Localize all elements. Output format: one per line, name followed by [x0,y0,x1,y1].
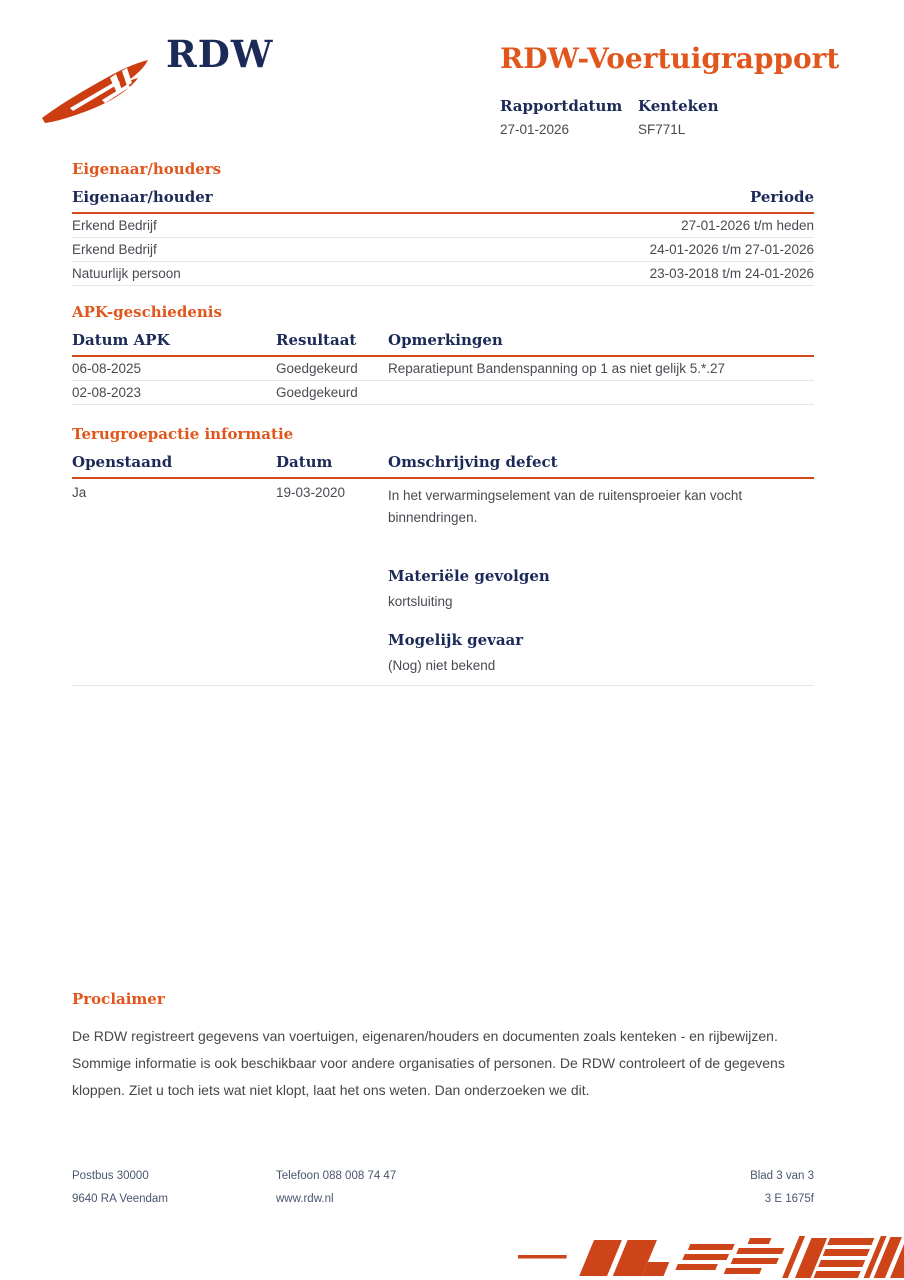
apk-col-date: Datum APK [72,331,170,349]
page-footer [72,1170,814,1216]
footer-phone: Telefoon 088 008 74 47 [276,1170,397,1182]
recall-date: 19-03-2020 [276,485,346,500]
report-meta [500,97,840,137]
apk-result: Goedgekeurd [276,385,358,400]
recall-material-value: kortsluiting [388,594,453,609]
apk-date: 02-08-2023 [72,385,142,400]
apk-remark: Reparatiepunt Bandenspanning op 1 as niet gelijk 5.*.27 [388,361,725,376]
rdw-feather-icon [40,56,150,130]
apk-table-header [72,328,814,357]
recall-col-description: Omschrijving defect [388,453,558,471]
license-plate-value: SF771L [638,121,686,137]
apk-remark [388,385,814,400]
recall-table-header [72,450,814,479]
owners-section [72,160,814,286]
report-date-label: Rapportdatum [500,96,623,115]
footer-address-line1: Postbus 30000 [72,1170,149,1182]
apk-result: Goedgekeurd [276,361,358,376]
table-row [72,357,814,381]
owners-col-owner: Eigenaar/houder [72,188,213,206]
owner-period: 24-01-2026 t/m 27-01-2026 [649,242,814,257]
owners-table-header [72,185,814,214]
license-plate-field [638,97,776,137]
recall-open: Ja [72,485,87,500]
recall-danger-block [388,631,814,673]
apk-section-title: APK-geschiedenis [72,303,222,321]
recall-col-open: Openstaand [72,453,173,471]
rdw-logo-text: RDW [166,32,274,76]
footer-row [72,1170,814,1182]
table-row [72,238,814,262]
recall-section-title: Terugroepactie informatie [72,425,294,443]
footer-row [72,1193,814,1205]
owners-col-period: Periode [749,188,814,206]
apk-section [72,303,814,405]
owner-name: Erkend Bedrijf [72,242,157,257]
recall-col-date: Datum [276,453,333,471]
recall-section [72,425,814,686]
table-row [72,381,814,405]
section-divider [72,685,814,686]
table-row [72,479,814,529]
footer-website: www.rdw.nl [276,1193,334,1205]
apk-col-result: Resultaat [276,331,357,349]
proclaimer-title: Proclaimer [72,990,165,1008]
report-header [500,44,840,137]
recall-material-block [388,567,814,609]
table-row [72,214,814,238]
report-date-value: 27-01-2026 [500,121,570,137]
report-date-field [500,97,638,137]
footer-address-line2: 9640 RA Veendam [72,1193,168,1205]
apk-col-remarks: Opmerkingen [388,331,503,349]
owner-name: Erkend Bedrijf [72,218,157,233]
apk-date: 06-08-2025 [72,361,142,376]
owners-section-title: Eigenaar/houders [72,160,222,178]
proclaimer-text: De RDW registreert gegevens van voertuigen, eigenaren/houders en documenten zoals kenteken - en rijbewijzen. Sommige informatie is ook beschikbaar voor andere organisaties of personen. De RDW controleert of de gegevens kloppen. Ziet u toch iets wat niet klopt, laat het ons weten. Dan onderzoeken we dit. [72,1028,785,1098]
recall-material-label: Materiële gevolgen [388,567,550,585]
recall-danger-label: Mogelijk gevaar [388,631,524,649]
page-title: RDW-Voertuigrapport [500,42,840,75]
table-row [72,262,814,286]
footer-doc-code: 3 E 1675f [764,1193,814,1205]
rdw-logo [40,32,274,130]
license-plate-label: Kenteken [638,96,719,115]
footer-page-info: Blad 3 van 3 [750,1170,814,1182]
rdw-stripe-motif-icon [518,1232,904,1280]
proclaimer-section [72,990,814,1104]
owner-period: 27-01-2026 t/m heden [681,218,814,233]
owner-period: 23-03-2018 t/m 24-01-2026 [649,266,814,281]
recall-danger-value: (Nog) niet bekend [388,658,496,673]
owner-name: Natuurlijk persoon [72,266,181,281]
recall-description: In het verwarmingselement van de ruitensproeier kan vocht binnendringen. [388,488,743,525]
